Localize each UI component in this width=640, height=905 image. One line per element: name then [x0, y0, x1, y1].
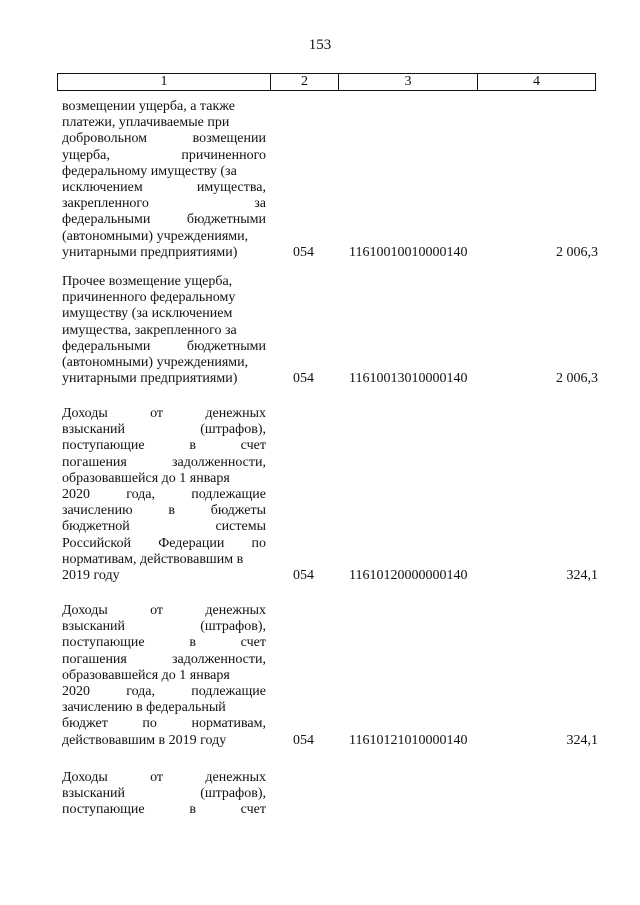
classification-code-cell: 11610010010000140: [349, 244, 468, 260]
description-word: поступающие: [62, 802, 145, 818]
description-word: Доходы: [62, 770, 108, 785]
page-number: 153: [308, 37, 332, 53]
column-header-3: 3: [339, 74, 478, 90]
description-word: действовавшим в 2019 году: [62, 732, 227, 748]
description-word: в: [189, 802, 196, 818]
description-word: нормативам,: [191, 716, 266, 732]
description-line: [62, 164, 266, 180]
description-word: взысканий: [62, 786, 126, 802]
description-word: поступающие: [62, 438, 145, 454]
description-line: [62, 99, 266, 115]
description-line: [62, 371, 266, 387]
description-word: закрепленного: [62, 196, 149, 212]
description-word: имущества, закрепленного за: [62, 322, 237, 338]
description-line: [62, 619, 266, 635]
description-line: [62, 802, 266, 818]
description-word: от: [150, 603, 164, 618]
description-line: [62, 733, 266, 749]
description-word: причиненного: [181, 147, 266, 163]
description-line: [62, 487, 266, 503]
description-word: (штрафов),: [200, 422, 266, 438]
row-description: [62, 770, 266, 819]
description-word: имуществу (за исключением: [62, 306, 233, 322]
description-line: [62, 196, 266, 212]
description-line: [62, 568, 266, 584]
admin-code-cell: 054: [293, 568, 314, 583]
description-line: [62, 652, 266, 668]
description-word: года,: [126, 487, 156, 503]
description-line: [62, 355, 266, 371]
description-word: образовавшейся до 1 января: [62, 667, 230, 683]
description-line: [62, 770, 266, 786]
description-word: добровольном: [62, 131, 148, 147]
description-word: причиненного федеральному: [62, 290, 236, 306]
description-line: [62, 471, 266, 487]
description-word: унитарными предприятиями): [62, 371, 238, 387]
description-line: [62, 635, 266, 651]
description-word: системы: [215, 519, 266, 535]
description-word: денежных: [205, 603, 266, 618]
description-word: бюджетными: [186, 338, 266, 354]
description-word: бюджеты: [210, 503, 266, 519]
description-word: в: [168, 503, 175, 519]
admin-code-cell: 054: [293, 244, 314, 260]
description-word: (автономными) учреждениями,: [62, 355, 249, 371]
description-line: [62, 339, 266, 355]
description-line: [62, 212, 266, 228]
column-header-2: 2: [271, 74, 339, 90]
description-line: [62, 455, 266, 471]
description-word: федеральному имуществу (за: [62, 163, 237, 179]
description-word: счет: [240, 802, 266, 818]
description-word: погашения: [62, 651, 127, 667]
column-header-4: 4: [533, 74, 540, 89]
description-word: исключением: [62, 180, 143, 196]
description-line: [62, 552, 266, 568]
description-word: ущерба,: [62, 147, 110, 163]
description-word: подлежащие: [191, 487, 266, 503]
description-word: Доходы: [62, 406, 108, 421]
amount-cell: 324,1: [566, 568, 598, 583]
description-word: 2019 году: [62, 568, 120, 584]
classification-code-cell: 11610121010000140: [349, 732, 468, 748]
description-line: [62, 700, 266, 716]
description-line: [62, 323, 266, 339]
row-description: [62, 406, 266, 584]
description-line: [62, 306, 266, 322]
description-line: [62, 274, 266, 290]
description-word: задолженности,: [171, 651, 266, 667]
description-word: денежных: [205, 770, 266, 785]
description-word: Доходы: [62, 603, 108, 618]
description-line: [62, 684, 266, 700]
description-word: 2020: [62, 684, 90, 700]
description-word: задолженности,: [171, 454, 266, 470]
description-word: (автономными) учреждениями,: [62, 228, 249, 244]
description-line: [62, 438, 266, 454]
amount-cell: 2 006,3: [556, 371, 598, 387]
description-word: нормативам, действовавшим в: [62, 551, 244, 567]
description-word: от: [150, 770, 164, 785]
description-word: образовавшейся до 1 января: [62, 470, 230, 486]
amount-cell: 2 006,3: [556, 244, 598, 260]
description-word: платежи, уплачиваемые при: [62, 115, 230, 131]
description-word: Федерации: [158, 535, 225, 551]
row-description: [62, 274, 266, 387]
description-line: [62, 603, 266, 619]
description-line: [62, 148, 266, 164]
description-word: за: [254, 196, 266, 212]
description-word: (штрафов),: [200, 786, 266, 802]
amount-cell: 324,1: [566, 732, 598, 748]
description-word: по: [142, 716, 157, 732]
description-word: возмещении ущерба, а также: [62, 99, 235, 114]
description-word: бюджет: [62, 716, 108, 732]
description-line: [62, 245, 266, 261]
description-word: подлежащие: [191, 684, 266, 700]
description-line: [62, 115, 266, 131]
description-word: погашения: [62, 454, 127, 470]
description-line: [62, 668, 266, 684]
description-line: [62, 229, 266, 245]
description-line: [62, 180, 266, 196]
description-line: [62, 406, 266, 422]
description-word: счет: [240, 635, 266, 651]
classification-code-cell: 11610120000000140: [349, 568, 468, 583]
description-word: от: [150, 406, 164, 421]
description-word: в: [189, 438, 196, 454]
description-line: [62, 786, 266, 802]
description-word: (штрафов),: [200, 619, 266, 635]
row-description: [62, 603, 266, 749]
description-line: [62, 503, 266, 519]
description-word: имущества,: [196, 180, 266, 196]
description-line: [62, 290, 266, 306]
description-word: федеральными: [62, 212, 151, 228]
description-word: взысканий: [62, 422, 126, 438]
description-word: денежных: [205, 406, 266, 421]
description-line: [62, 519, 266, 535]
row-description: [62, 99, 266, 261]
admin-code-cell: 054: [293, 371, 314, 387]
description-line: [62, 536, 266, 552]
description-line: [62, 716, 266, 732]
description-word: бюджетными: [186, 212, 266, 228]
description-word: 2020: [62, 487, 90, 503]
description-word: поступающие: [62, 635, 145, 651]
admin-code-cell: 054: [293, 732, 314, 748]
description-word: зачислению: [62, 503, 133, 519]
description-word: бюджетной: [62, 519, 130, 535]
description-word: по: [251, 535, 266, 551]
table-header-row: [57, 73, 596, 91]
description-word: федеральными: [62, 338, 151, 354]
description-word: года,: [126, 684, 156, 700]
description-word: зачислению в федеральный: [62, 700, 226, 716]
classification-code-cell: 11610013010000140: [349, 371, 468, 387]
description-word: Российской: [62, 535, 131, 551]
description-word: счет: [240, 438, 266, 454]
description-word: возмещении: [192, 131, 266, 147]
description-word: в: [189, 635, 196, 651]
description-word: Прочее возмещение ущерба,: [62, 274, 233, 289]
description-word: взысканий: [62, 619, 126, 635]
description-line: [62, 422, 266, 438]
description-line: [62, 131, 266, 147]
column-header-1: 1: [58, 74, 271, 90]
description-word: унитарными предприятиями): [62, 244, 238, 260]
